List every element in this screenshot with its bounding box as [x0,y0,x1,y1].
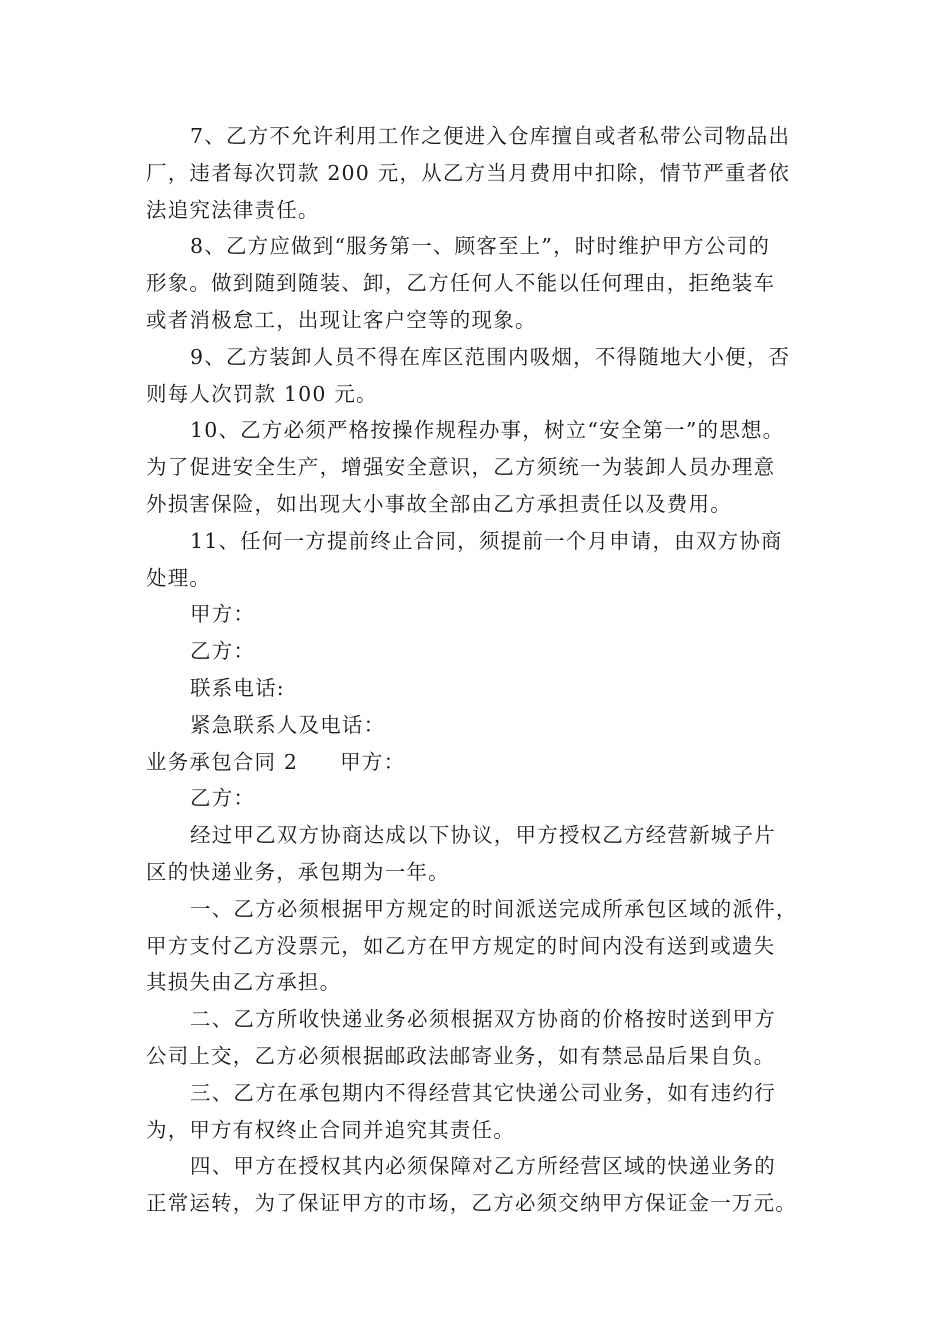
contract-2-heading-line [146,744,816,781]
text-line: 则每人次罚款 100 元。 [146,381,378,406]
text-line: 11、任何一方提前终止合同，须提前一个月申请，由双方协商 [190,528,783,553]
text-line: 厂，违者每次罚款 200 元，从乙方当月费用中扣除，情节严重者依 [146,160,791,185]
text-line: 紧急联系人及电话： [190,712,386,737]
text-line: 公司上交，乙方必须根据邮政法邮寄业务，如有禁忌品后果自负。 [146,1043,776,1068]
text-line: 甲方支付乙方没票元，如乙方在甲方规定的时间内没有送到或遗失 [146,933,776,958]
document-body [146,118,816,1222]
text-line: 或者消极怠工，出现让客户空等的现象。 [146,307,537,332]
text-line: 四、甲方在授权其内必须保障对乙方所经营区域的快递业务的 [190,1154,776,1179]
text-line: 8、乙方应做到“服务第一、顾客至上”，时时维护甲方公司的 [190,234,771,259]
text-line: 为了促进安全生产，增强安全意识，乙方须统一为装卸人员办理意 [146,455,776,480]
contract-2-title: 业务承包合同 2 [146,749,299,774]
contract-clauses-part-1 [146,118,816,744]
text-line: 9、乙方装卸人员不得在库区范围内吸烟，不得随地大小便，否 [190,344,791,369]
text-line: 乙方： [190,639,256,664]
text-line: 7、乙方不允许利用工作之便进入仓库擅自或者私带公司物品出 [190,124,791,148]
text-line: 其损失由乙方承担。 [146,970,342,995]
text-line: 经过甲乙双方协商达成以下协议，甲方授权乙方经营新城子片 [190,823,776,848]
text-line: 联系电话: [190,675,285,700]
party-a-label: 甲方： [340,749,406,774]
text-line: 甲方： [190,602,256,627]
text-line: 10、乙方必须严格按操作规程办事，树立“安全第一”的思想。 [190,418,785,443]
text-line: 正常运转，为了保证甲方的市场，乙方必须交纳甲方保证金一万元。 [146,1191,797,1216]
contract-clauses-part-2 [146,780,816,1222]
text-line: 外损害保险，如出现大小事故全部由乙方承担责任以及费用。 [146,491,732,516]
text-line: 二、乙方所收快递业务必须根据双方协商的价格按时送到甲方 [190,1007,776,1032]
text-line: 三、乙方在承包期内不得经营其它快递公司业务，如有违约行 [190,1080,776,1105]
text-line: 形象。做到随到随装、卸，乙方任何人不能以任何理由，拒绝装车 [146,271,776,296]
text-line: 区的快递业务，承包期为一年。 [146,859,450,884]
text-line: 法追究法律责任。 [146,197,320,222]
text-line: 为，甲方有权终止合同并追究其责任。 [146,1117,515,1142]
text-line: 一、乙方必须根据甲方规定的时间派送完成所承包区域的派件， [190,896,798,921]
text-line: 处理。 [146,565,212,590]
text-line: 乙方： [190,786,256,811]
